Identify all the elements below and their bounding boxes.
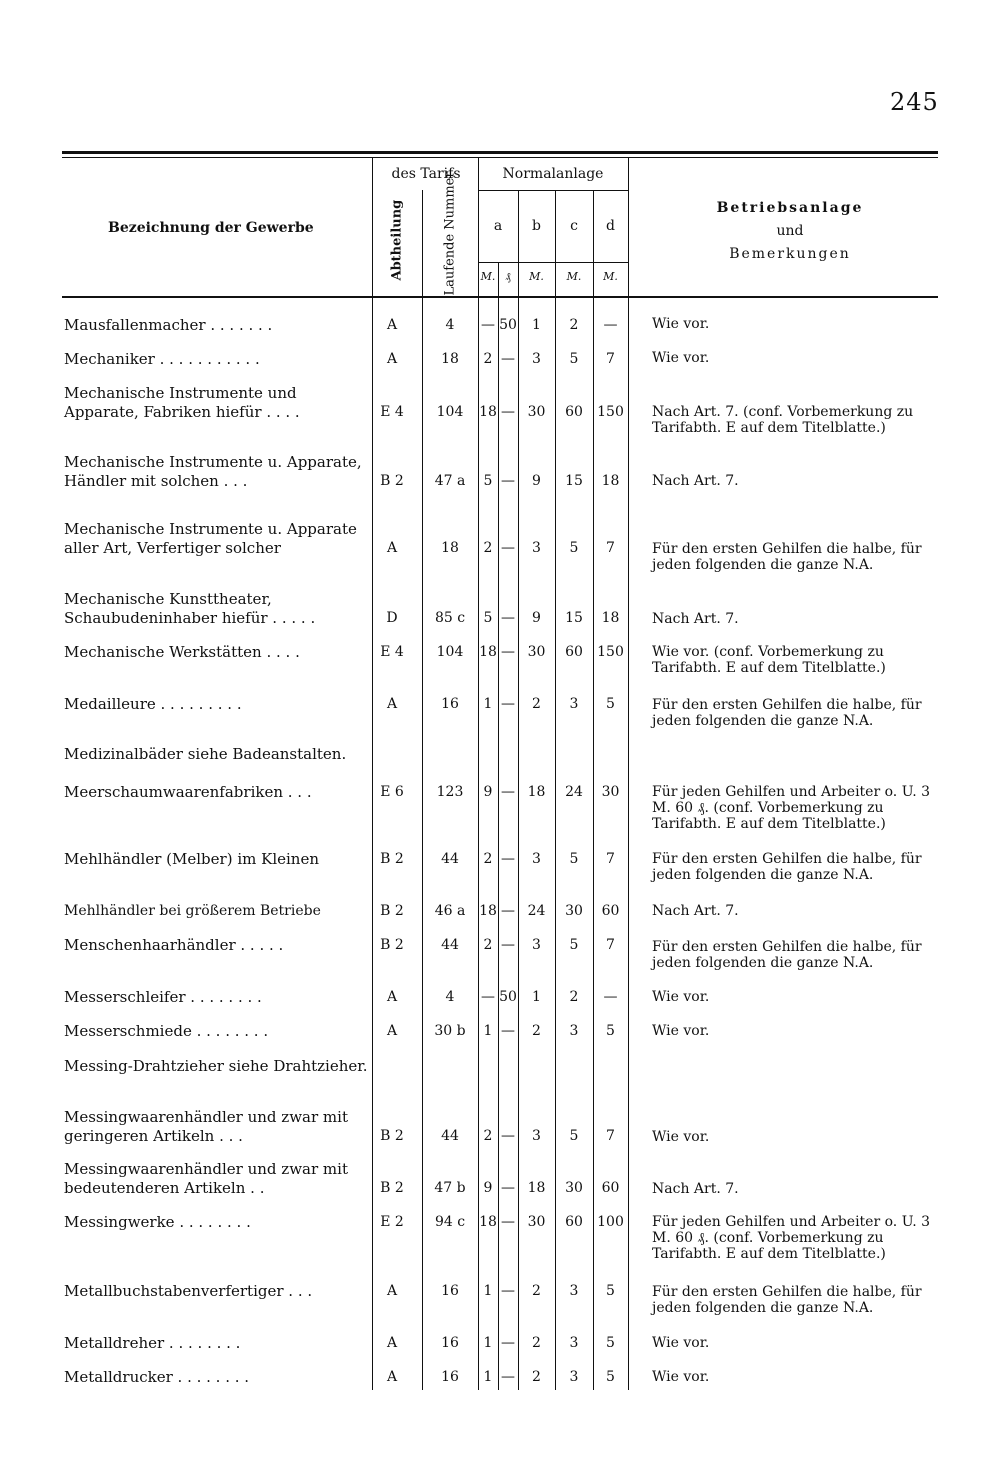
nummer-cell: 44 [441,1128,459,1144]
nummer-cell: 104 [436,404,464,420]
col-header-remarks-2: und [776,223,804,239]
col-header-tarif: des Tarifs [391,166,461,182]
d-cell: 7 [606,351,615,367]
a-pfennig-cell: — [501,404,515,420]
trade-name: Mechanische Werkstätten . . . . [64,643,300,661]
b-cell: 2 [532,1335,541,1351]
a-mark-cell: 2 [483,937,493,953]
a-mark-cell: 1 [483,696,493,712]
d-cell: 18 [601,473,620,489]
a-pfennig-cell: — [501,851,515,867]
d-cell: 30 [601,784,620,800]
b-cell: 3 [532,1128,541,1144]
abtheilung-cell: B 2 [380,1128,404,1144]
nummer-cell: 18 [441,540,459,556]
a-pfennig-cell: — [501,540,515,556]
d-cell: 60 [601,1180,620,1196]
d-cell: 5 [606,696,615,712]
a-pfennig-cell: — [501,351,515,367]
abtheilung-cell: A [386,1283,398,1299]
nummer-cell: 94 c [434,1214,466,1230]
d-cell: 5 [606,1283,615,1299]
unit-a-mark: M. [480,270,496,283]
remarks-cell: Für den ersten Gehilfen die halbe, für jeden folgenden die ganze N.A. [652,939,922,971]
a-pfennig-cell: — [501,1335,515,1351]
top-rule [62,151,938,154]
c-cell: 3 [569,1369,579,1385]
b-cell: 18 [527,1180,546,1196]
abtheilung-cell: B 2 [380,903,404,919]
trade-name: Messerschmiede . . . . . . . . [64,1022,269,1040]
abtheilung-cell: E 2 [380,1214,404,1230]
a-pfennig-cell: — [501,696,515,712]
remarks-cell: Wie vor. [652,1369,710,1385]
trade-name: Mechanische Instrumente u. Apparate aller Art, Verfertiger solcher [64,520,357,557]
abtheilung-cell: A [386,1369,398,1385]
nummer-cell: 16 [441,1335,459,1351]
abtheilung-cell: B 2 [380,851,404,867]
col-header-normalanlage: Normalanlage [502,166,604,182]
abtheilung-cell: A [386,351,398,367]
b-cell: 3 [532,851,541,867]
abtheilung-cell: E 4 [380,404,404,420]
d-cell: 7 [606,1128,615,1144]
trade-name: Messingwaarenhändler und zwar mit geringeren Artikeln . . . [64,1108,348,1145]
remarks-cell: Für jeden Gehilfen und Arbeiter o. U. 3 M. 60 ₰. (conf. Vorbemerkung zu Tarifabth. E auf dem Titelblatte.) [652,784,931,832]
remarks-cell: Nach Art. 7. [652,473,739,489]
nummer-cell: 46 a [434,903,466,919]
a-mark-cell: 5 [483,473,493,489]
b-cell: 24 [527,903,546,919]
abtheilung-cell: B 2 [380,937,404,953]
unit-c-mark: M. [566,270,582,283]
b-cell: 2 [532,696,541,712]
nummer-cell: 104 [436,644,464,660]
b-cell: 2 [532,1369,541,1385]
trade-name: Metalldrucker . . . . . . . . [64,1368,250,1386]
c-cell: 2 [569,989,579,1005]
abtheilung-cell: A [386,696,398,712]
a-pfennig-cell: — [501,937,515,953]
trade-name: Menschenhaarhändler . . . . . [64,936,284,954]
c-cell: 5 [569,540,579,556]
trade-name: Mechanische Instrumente und Apparate, Fabriken hiefür . . . . [64,384,300,421]
abtheilung-cell: E 4 [380,644,404,660]
a-mark-cell: — [481,317,495,333]
col-header-b: b [532,218,541,234]
col-header-remarks-1: Betriebsanlage [716,200,864,216]
c-cell: 5 [569,351,579,367]
d-cell: 60 [601,903,620,919]
a-pfennig-cell: — [501,610,515,626]
a-mark-cell: 1 [483,1283,493,1299]
abtheilung-cell: A [386,317,398,333]
a-pfennig-cell: — [501,644,515,660]
a-mark-cell: 18 [479,644,497,660]
trade-name: Mechaniker . . . . . . . . . . . [64,350,260,368]
col-divider [372,157,373,296]
unit-d-mark: M. [603,270,618,283]
trade-name: Messingwaarenhändler und zwar mit bedeutenderen Artikeln . . [64,1160,348,1197]
abtheilung-cell: D [386,610,398,626]
b-cell: 9 [532,473,541,489]
col-header-name: Bezeichnung der Gewerbe [108,220,314,236]
col-header-d: d [606,218,615,234]
body-col-divider [628,298,629,1390]
b-cell: 3 [532,937,541,953]
b-cell: 3 [532,540,541,556]
col-header-c: c [570,218,578,234]
a-pfennig-cell: — [501,784,515,800]
trade-name: Metalldreher . . . . . . . . [64,1334,241,1352]
nummer-cell: 47 a [434,473,466,489]
trade-name: Mechanische Instrumente u. Apparate, Händler mit solchen . . . [64,453,362,490]
c-cell: 60 [565,1214,583,1230]
c-cell: 3 [569,1283,579,1299]
col-header-laufende-nummer: Laufende Nummer [442,171,458,296]
trade-name: Messingwerke . . . . . . . . [64,1213,251,1231]
remarks-cell: Für den ersten Gehilfen die halbe, für jeden folgenden die ganze N.A. [652,697,922,729]
unit-rule [478,262,628,263]
nummer-cell: 44 [441,937,459,953]
remarks-cell: Für den ersten Gehilfen die halbe, für jeden folgenden die ganze N.A. [652,851,922,883]
c-cell: 24 [565,784,583,800]
nummer-cell: 16 [441,1283,459,1299]
d-cell: 5 [606,1369,615,1385]
b-cell: 3 [532,351,541,367]
a-mark-cell: 1 [483,1335,493,1351]
trade-name: Messing-Drahtzieher siehe Drahtzieher. [64,1057,368,1075]
remarks-cell: Wie vor. (conf. Vorbemerkung zu Tarifabth. E auf dem Titelblatte.) [652,644,886,676]
a-mark-cell: — [481,989,495,1005]
d-cell: 5 [606,1023,615,1039]
nummer-cell: 4 [445,317,455,333]
a-mark-cell: 5 [483,610,493,626]
remarks-cell: Nach Art. 7. [652,611,739,627]
c-cell: 30 [565,1180,583,1196]
nummer-cell: 85 c [434,610,466,626]
abtheilung-cell: A [386,540,398,556]
d-cell: 150 [597,404,624,420]
page-number: 245 [890,88,939,116]
c-cell: 30 [565,903,583,919]
c-cell: 3 [569,696,579,712]
nummer-cell: 47 b [434,1180,466,1196]
a-mark-cell: 2 [483,1128,493,1144]
b-cell: 30 [527,1214,546,1230]
remarks-cell: Nach Art. 7. (conf. Vorbemerkung zu Tarifabth. E auf dem Titelblatte.) [652,404,914,436]
d-cell: 7 [606,937,615,953]
c-cell: 60 [565,644,583,660]
c-cell: 3 [569,1023,579,1039]
abtheilung-cell: A [386,1023,398,1039]
unit-a-pfennig: ₰ [505,270,511,283]
a-mark-cell: 18 [479,404,497,420]
c-cell: 2 [569,317,579,333]
remarks-cell: Wie vor. [652,350,710,366]
remarks-cell: Für den ersten Gehilfen die halbe, für jeden folgenden die ganze N.A. [652,1284,922,1316]
d-cell: 100 [597,1214,624,1230]
a-pfennig-cell: — [501,1128,515,1144]
c-cell: 5 [569,851,579,867]
trade-name: Mehlhändler bei größerem Betriebe [64,903,321,919]
b-cell: 9 [532,610,541,626]
d-cell: 7 [606,851,615,867]
b-cell: 18 [527,784,546,800]
a-pfennig-cell: — [501,1023,515,1039]
trade-name: Medailleure . . . . . . . . . [64,695,242,713]
c-cell: 15 [565,610,583,626]
b-cell: 30 [527,644,546,660]
a-pfennig-cell: — [501,1180,515,1196]
a-mark-cell: 18 [479,1214,497,1230]
nummer-cell: 16 [441,1369,459,1385]
abtheilung-cell: A [386,989,398,1005]
remarks-cell: Nach Art. 7. [652,903,739,919]
a-mark-cell: 2 [483,540,493,556]
a-pfennig-cell: — [501,1369,515,1385]
col-divider [628,157,629,296]
abtheilung-cell: A [386,1335,398,1351]
col-header-abtheilung: Abtheilung [389,199,405,281]
b-cell: 2 [532,1283,541,1299]
abtheilung-cell: B 2 [380,473,404,489]
d-cell: 5 [606,1335,615,1351]
b-cell: 2 [532,1023,541,1039]
remarks-cell: Wie vor. [652,316,710,332]
nummer-cell: 16 [441,696,459,712]
a-pfennig-cell: — [501,473,515,489]
col-divider [422,190,423,296]
nummer-cell: 30 b [434,1023,466,1039]
c-cell: 60 [565,404,583,420]
d-cell: — [603,989,618,1005]
d-cell: 150 [597,644,624,660]
d-cell: — [603,317,618,333]
a-mark-cell: 2 [483,851,493,867]
nummer-cell: 4 [445,989,455,1005]
trade-name: Medizinalbäder siehe Badeanstalten. [64,745,347,763]
a-pfennig-cell: 50 [499,317,517,333]
a-mark-cell: 1 [483,1369,493,1385]
abtheilung-cell: E 6 [380,784,404,800]
d-cell: 18 [601,610,620,626]
trade-name: Meerschaumwaarenfabriken . . . [64,783,312,801]
d-cell: 7 [606,540,615,556]
b-cell: 1 [532,989,541,1005]
a-pfennig-cell: — [501,903,515,919]
remarks-cell: Wie vor. [652,1023,710,1039]
b-cell: 30 [527,404,546,420]
a-pfennig-cell: — [501,1283,515,1299]
trade-name: Messerschleifer . . . . . . . . [64,988,262,1006]
header-bottom-rule [62,296,938,298]
a-mark-cell: 9 [483,1180,493,1196]
nummer-cell: 44 [441,851,459,867]
remarks-cell: Für den ersten Gehilfen die halbe, für jeden folgenden die ganze N.A. [652,541,922,573]
b-cell: 1 [532,317,541,333]
remarks-cell: Wie vor. [652,989,710,1005]
a-mark-cell: 9 [483,784,493,800]
trade-name: Mechanische Kunsttheater, Schaubudeninhaber hiefür . . . . . [64,590,316,627]
abtheilung-cell: B 2 [380,1180,404,1196]
top-rule-thin [62,157,938,158]
a-mark-cell: 1 [483,1023,493,1039]
normal-group-rule [478,190,628,191]
remarks-cell: Für jeden Gehilfen und Arbeiter o. U. 3 M. 60 ₰. (conf. Vorbemerkung zu Tarifabth. E auf dem Titelblatte.) [652,1214,931,1262]
c-cell: 5 [569,1128,579,1144]
nummer-cell: 18 [441,351,459,367]
unit-b-mark: M. [529,270,544,283]
remarks-cell: Wie vor. [652,1129,710,1145]
trade-name: Metallbuchstabenverfertiger . . . [64,1282,313,1300]
remarks-cell: Nach Art. 7. [652,1181,739,1197]
remarks-cell: Wie vor. [652,1335,710,1351]
col-header-remarks-3: Bemerkungen [729,246,851,262]
trade-name: Mehlhändler (Melber) im Kleinen [64,850,319,868]
c-cell: 3 [569,1335,579,1351]
col-header-a: a [493,218,503,234]
a-pfennig-cell: — [501,1214,515,1230]
a-mark-cell: 2 [483,351,493,367]
c-cell: 5 [569,937,579,953]
a-pfennig-cell: 50 [499,989,517,1005]
c-cell: 15 [565,473,583,489]
a-mark-cell: 18 [479,903,497,919]
nummer-cell: 123 [436,784,464,800]
trade-name: Mausfallenmacher . . . . . . . [64,316,273,334]
